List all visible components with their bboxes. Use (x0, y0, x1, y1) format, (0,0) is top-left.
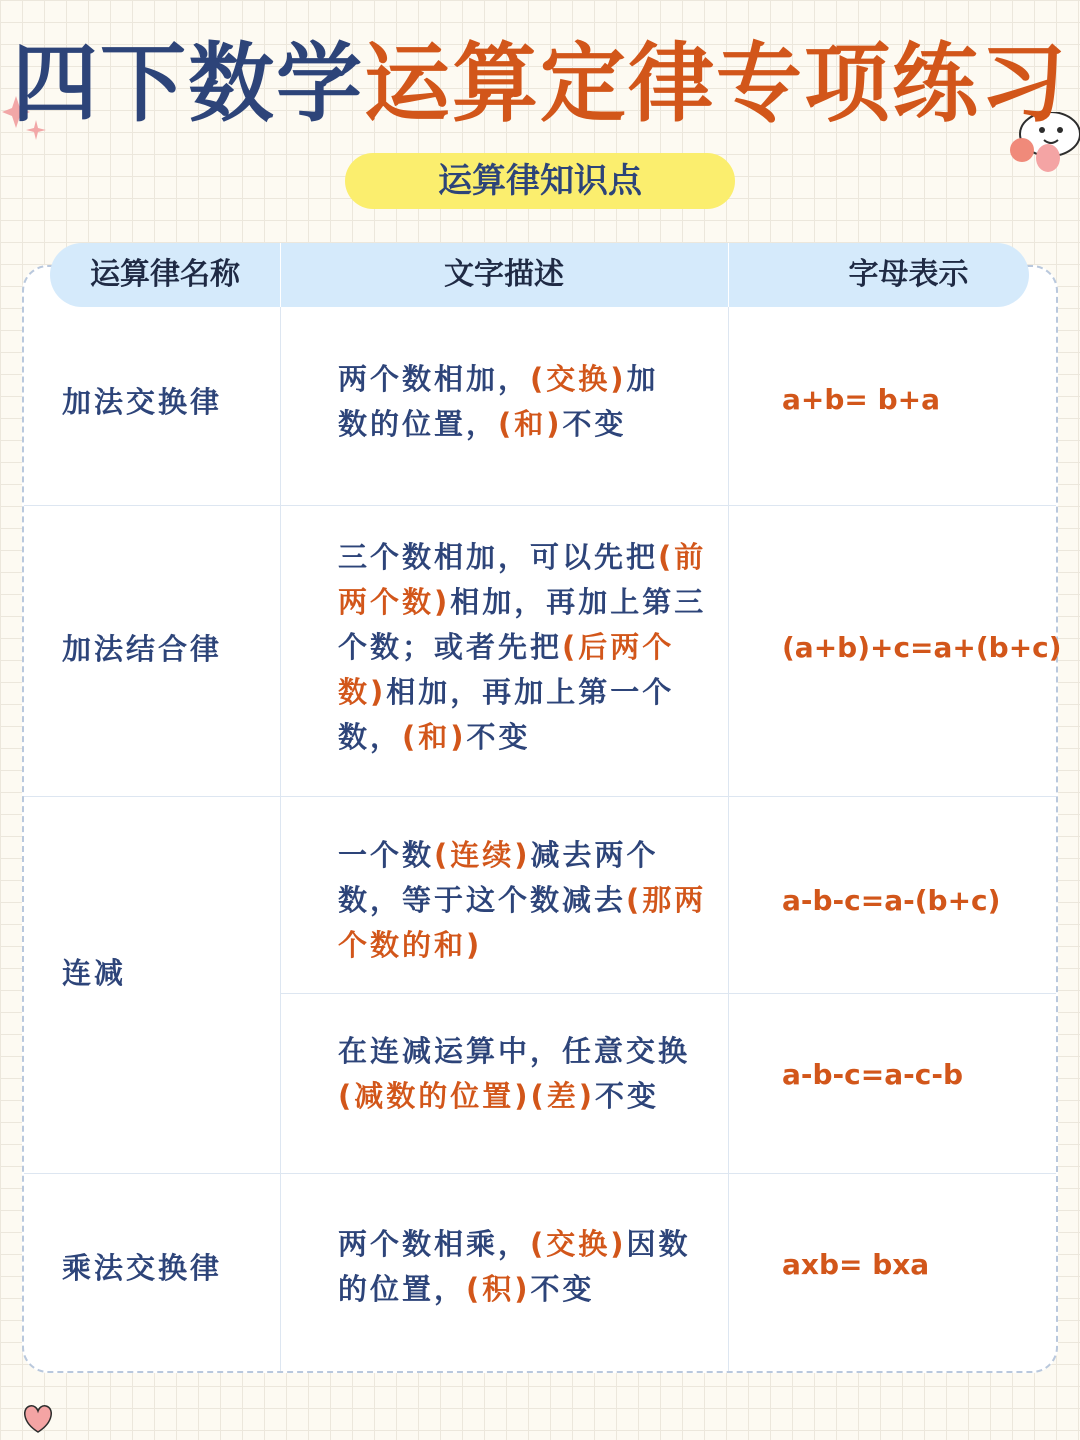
law-formula: axb= bxa (782, 1248, 930, 1281)
header-formula: 字母表示 (848, 257, 969, 292)
row-divider (24, 1173, 1056, 1174)
page-title (0, 34, 1080, 134)
heart-icon (18, 1398, 58, 1438)
law-description: 一个数(连续)减去两个数，等于这个数减去(那两个数的和) (338, 838, 707, 962)
law-name: 连减 (62, 956, 127, 990)
law-formula: a+b= b+a (782, 383, 941, 416)
title-part-orange: 运算定律专项练习 (364, 34, 1068, 134)
law-formula: a-b-c=a-c-b (782, 1058, 964, 1091)
law-name: 乘法交换律 (62, 1251, 223, 1285)
header-divider (280, 243, 281, 307)
header-divider (728, 243, 729, 307)
header-desc: 文字描述 (444, 257, 564, 292)
law-formula: (a+b)+c=a+(b+c) (782, 631, 1062, 664)
law-description: 在连减运算中，任意交换(减数的位置)(差)不变 (338, 1034, 691, 1113)
law-description: 三个数相加，可以先把(前两个数)相加，再加上第三个数；或者先把(后两个数)相加，再加上第一个数，(和)不变 (338, 540, 707, 754)
law-name: 加法交换律 (62, 385, 223, 419)
row-divider (24, 796, 1056, 797)
law-name: 加法结合律 (62, 632, 223, 666)
header-name: 运算律名称 (90, 257, 240, 292)
title-part-blue: 四下数学 (12, 34, 364, 134)
column-divider (728, 307, 729, 1371)
table-header (50, 243, 1029, 307)
law-description: 两个数相乘，(交换)因数的位置，(积)不变 (338, 1227, 691, 1306)
law-description: 两个数相加，(交换)加 数的位置，(和)不变 (338, 362, 659, 441)
law-formula: a-b-c=a-(b+c) (782, 884, 1001, 917)
row-divider (24, 505, 1056, 506)
column-divider (280, 307, 281, 1371)
row-divider (280, 993, 1056, 994)
subtitle-pill: 运算律知识点 (345, 153, 735, 209)
